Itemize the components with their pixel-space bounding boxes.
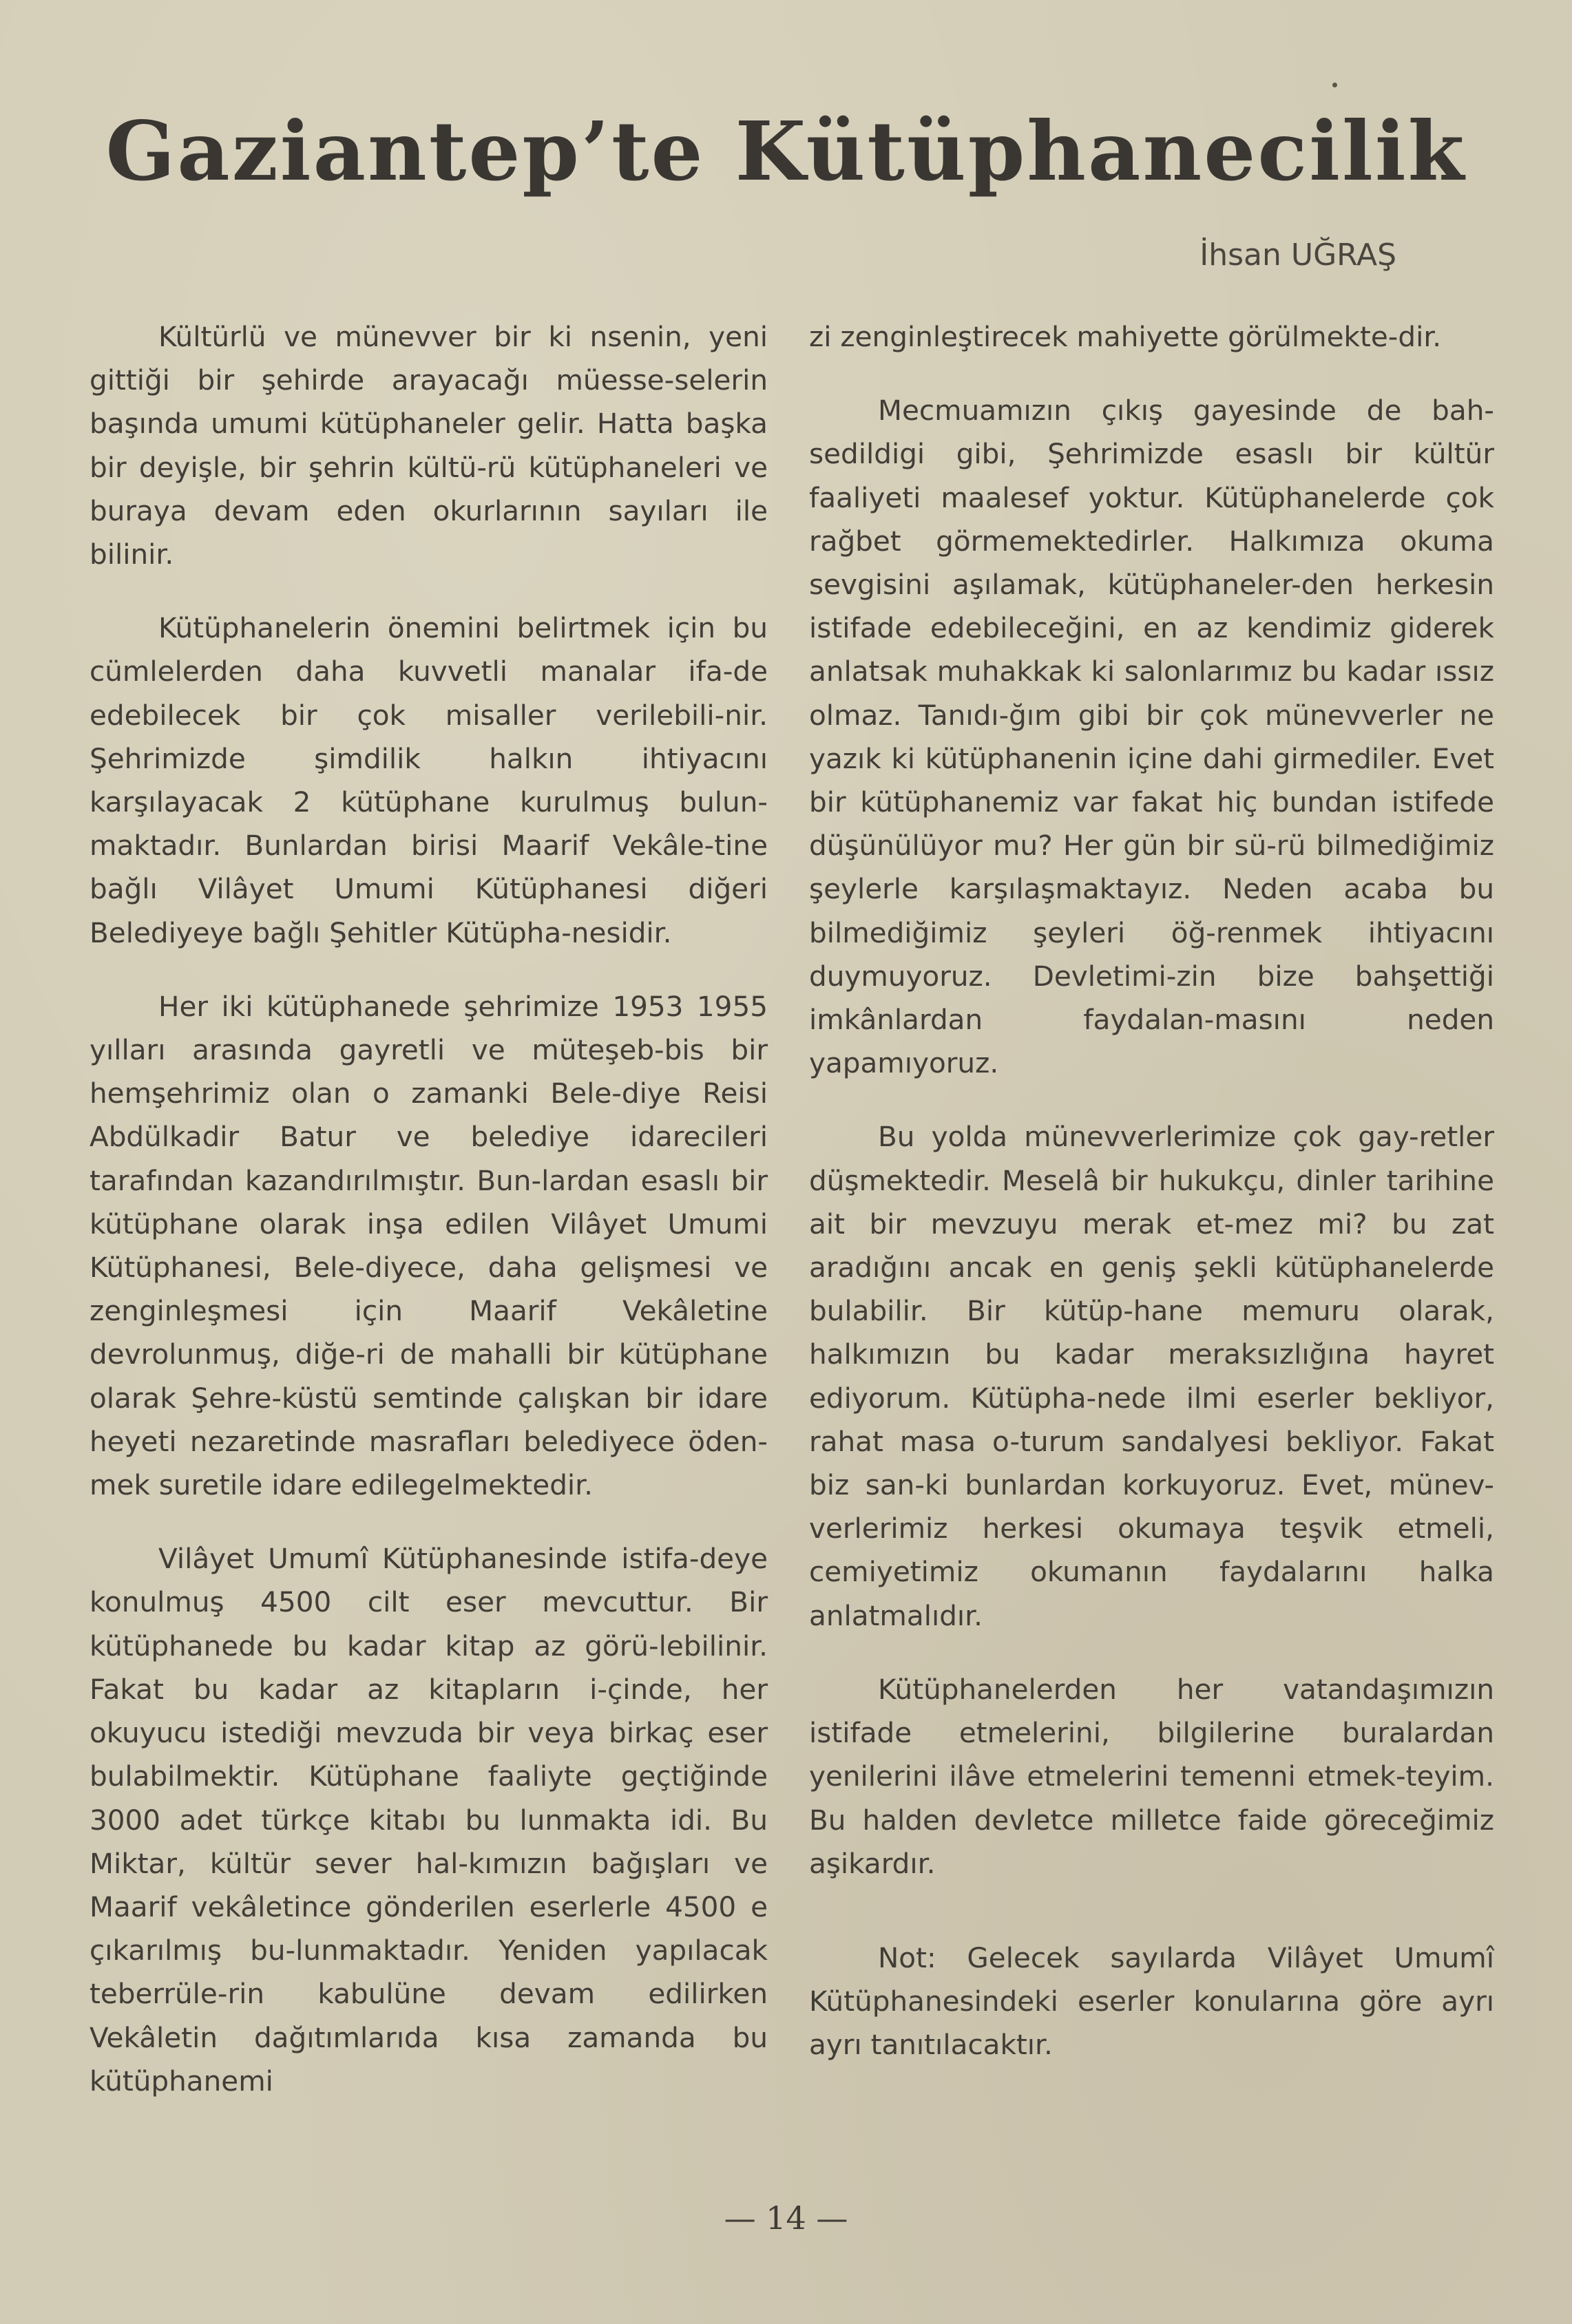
author-name: İhsan UĞRAŞ [1199, 237, 1396, 273]
page-number: — 14 — [724, 2199, 848, 2237]
paragraph-continued: zi zenginleştirecek mahiyette görülmekte-dir. [809, 320, 1442, 353]
article-title: Gaziantep’te Kütüphanecilik [105, 103, 1467, 199]
paragraph: Her iki kütüphanede şehrimize 1953 1955 yılları arasında gayretli ve müteşeb-bis bir hemşehrimiz olan o zamanki Bele-diye Reisi Abdülkadir Batur ve belediye idarecileri tarafından kazandırılmıştır. Bun-lardan esaslı bir kütüphane olarak inşa edilen Vilâyet Umumi Kütüphanesi, Bele-diyece, daha gelişmesi ve zenginleşmesi için Maarif Vekâletine devrolunmuş, diğe-ri de mahalli bir kütüphane olarak Şehre-küstü semtinde çalışkan bir idare heyeti nezaretinde masrafları belediyece öden-mek suretile idare edilegelmektedir. [90, 989, 768, 1502]
editor-note: Not: Gelecek sayılarda Vilâyet Umumî Kütüphanesindeki eserler konularına göre ayrı ayrı tanıtılacaktır. [809, 1941, 1494, 2062]
paragraph: Bu yolda münevverlerimize çok gay-retler düşmektedir. Meselâ bir hukukçu, dinler tarihine ait bir mevzuyu merak et-mez mi? bu zat aradığını ancak en geniş şekli kütüphanelerde bulabilir. Bir kütüp-hane memuru olarak, halkımızın bu kadar meraksızlığına hayret ediyorum. Kütüpha-nede ilmi eserler bekliyor, rahat masa o-turum sandalyesi bekliyor. Fakat biz san-ki bunlardan korkuyoruz. Evet, münev-verlerimiz herkesi okumaya teşvik etmeli, cemiyetimiz okumanın faydalarını halka anlatmalıdır. [809, 1120, 1494, 1632]
right-column [809, 315, 1494, 2098]
paragraph: Kütüphanelerin önemini belirtmek için bu cümlelerden daha kuvvetli manalar ifa-de edebilecek bir çok misaller verilebili-nir. Şehrimizde şimdilik halkın ihtiyacını karşılayacak 2 kütüphane kurulmuş bulun-maktadır. Bunlardan birisi Maarif Vekâle-tine bağlı Vilâyet Umumi Kütüphanesi diğeri Belediyeye bağlı Şehitler Kütüpha-nesidir. [90, 611, 768, 949]
paragraph: Mecmuamızın çıkış gayesinde de bah-sedildigi gibi, Şehrimizde esaslı bir kültür faaliyeti maalesef yoktur. Kütüphanelerde çok rağbet görmemektedirler. Halkımıza okuma sevgisini aşılamak, kütüphaneler-den herkesin istifade edebileceğini, en az kendimiz giderek anlatsak muhakkak ki salonlarımız bu kadar ıssız olmaz. Tanıdı-ğım gibi bir çok münevverler ne yazık ki kütüphanenin içine dahi girmediler. Evet bir kütüphanemiz var fakat hiç bundan istifede düşünülüyor mu? Her gün bir sü-rü bilmediğimiz şeylerle karşılaşmaktayız. Neden acaba bu bilmediğimiz şeyleri öğ-renmek ihtiyacını duymuyoruz. Devletimi-zin bize bahşettiği imkânlardan faydalan-masını neden yapamıyoruz. [809, 394, 1494, 1080]
paragraph: Kültürlü ve münevver bir ki nsenin, yeni gittiği bir şehirde arayacağı müesse-selerin başında umumi kütüphaneler gelir. Hatta başka bir deyişle, bir şehrin kültü-rü kütüphaneleri ve buraya devam eden okurlarının sayıları ile bilinir. [90, 320, 768, 571]
left-column [90, 315, 768, 2133]
ink-speck [1332, 83, 1337, 87]
paragraph: Vilâyet Umumî Kütüphanesinde istifa-deye konulmuş 4500 cilt eser mevcuttur. Bir kütüphanede bu kadar kitap az görü-lebilinir. Fakat bu kadar az kitapların i-çinde, her okuyucu istediği mevzuda bir veya birkaç eser bulabilmektir. Kütüphane faaliyte geçtiğinde 3000 adet türkçe kitabı bu lunmakta idi. Bu Miktar, kültür sever hal-kımızın bağışları ve Maarif vekâletince gönderilen eserlerle 4500 e çıkarılmış bu-lunmaktadır. Yeniden yapılacak teberrüle-rin kabulüne devam edilirken Vekâletin dağıtımlarıda kısa zamanda bu kütüphanemi [90, 1542, 768, 2098]
paragraph: Kütüphanelerden her vatandaşımızın istifade etmelerini, bilgilerine buralardan yenilerini ilâve etmelerini temenni etmek-teyim. Bu halden devletce milletce faide göreceğimiz aşikardır. [809, 1672, 1494, 1880]
